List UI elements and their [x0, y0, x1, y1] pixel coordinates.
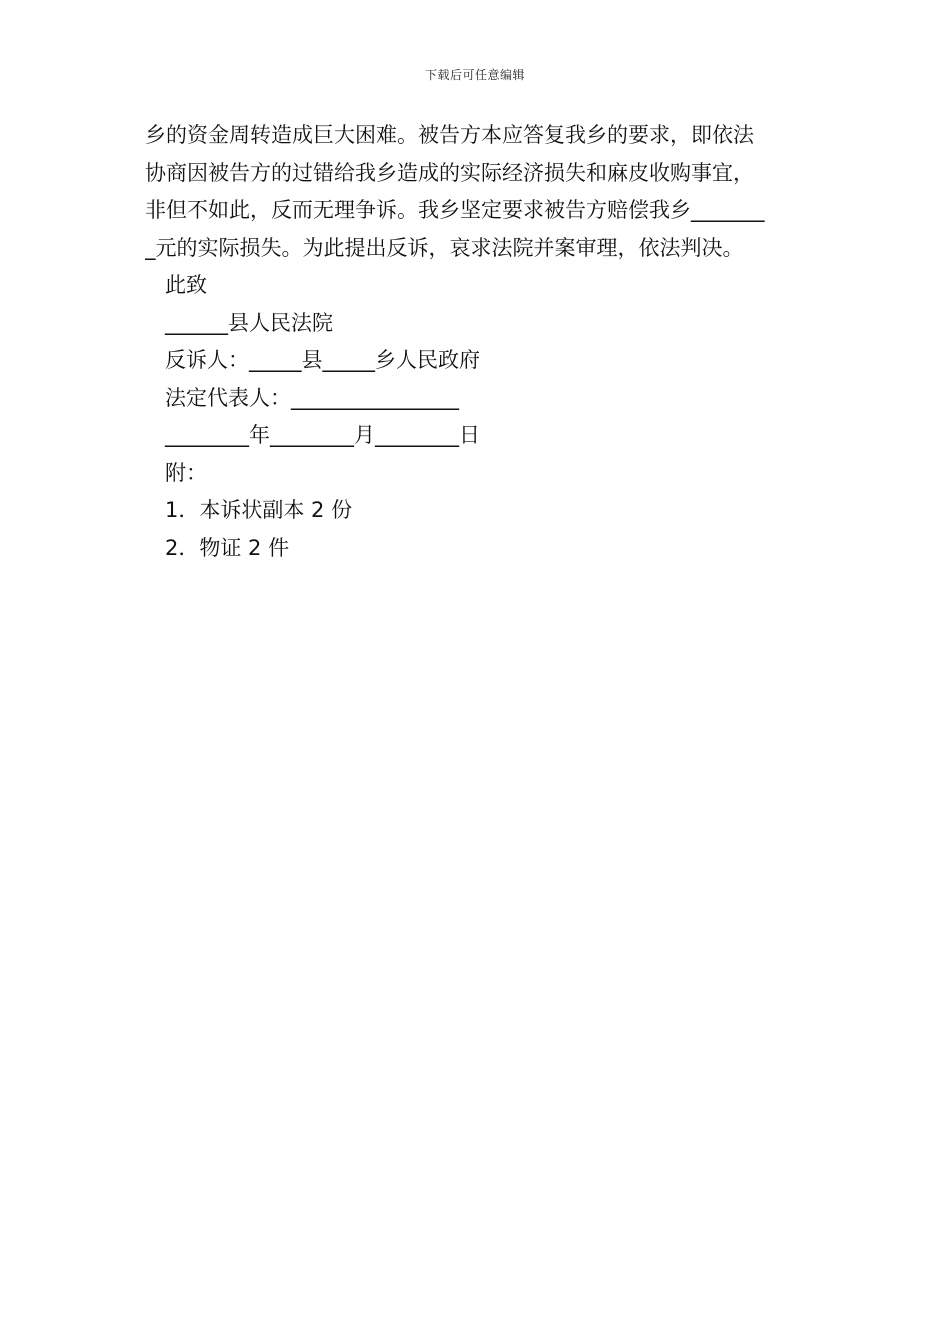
paragraph-line: _元的实际损失。为此提出反诉，哀求法院并案审理，依法判决。 — [145, 235, 744, 260]
closing-salutation: 此致 — [165, 273, 207, 297]
paragraph-line: 非但不如此，反而无理争诉。我乡坚定要求被告方赔偿我乡_______ — [145, 198, 765, 222]
attachment-item: 2．物证 2 件 — [165, 535, 290, 560]
counterclaim-paragraph — [145, 117, 815, 267]
document-body — [145, 117, 815, 567]
paragraph-line: 协商因被告方的过错给我乡造成的实际经济损失和麻皮收购事宜， — [145, 160, 754, 185]
attachment-item: 1．本诉状副本 2 份 — [165, 498, 353, 522]
counterclaimant-line: 反诉人：_____县_____乡人民政府 — [165, 348, 480, 372]
paragraph-line: 乡的资金周转造成巨大困难。被告方本应答复我乡的要求，即依法 — [145, 123, 754, 147]
page-header-note: 下载后可任意编辑 — [424, 68, 525, 82]
legal-representative-line: 法定代表人：________________ — [165, 385, 459, 410]
attachments-label: 附： — [165, 460, 207, 485]
date-line: ________年________月________日 — [165, 423, 480, 447]
court-name: ______县人民法院 — [165, 310, 333, 335]
closing-block — [145, 267, 815, 567]
